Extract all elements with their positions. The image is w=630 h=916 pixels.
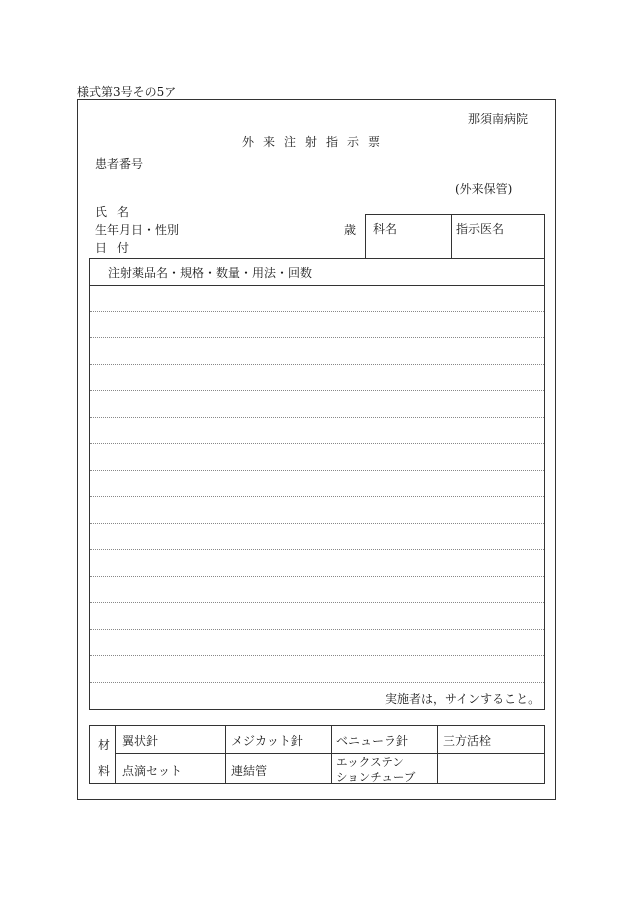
material-item: 連結管 <box>231 764 268 778</box>
material-item: 三方活栓 <box>443 734 492 748</box>
rx-line <box>90 655 544 656</box>
rx-line <box>90 470 544 471</box>
materials-label-bottom: 料 <box>98 764 111 778</box>
rx-line <box>90 364 544 365</box>
rx-line <box>90 682 544 683</box>
dob-sex-label: 生年月日・性別 <box>95 223 180 237</box>
rx-line <box>90 443 544 444</box>
rx-line <box>90 549 544 550</box>
material-item: エックステン <box>336 755 404 769</box>
prescription-header: 注射薬品名・規格・数量・用法・回数 <box>108 266 313 280</box>
storage-note: (外来保管) <box>455 182 513 196</box>
prescription-header-divider <box>89 285 545 286</box>
material-item: ションチューブ <box>336 770 416 784</box>
name-label: 氏名 <box>95 205 140 219</box>
rx-line <box>90 629 544 630</box>
date-label: 日付 <box>95 241 140 255</box>
material-item: ベニューラ針 <box>336 734 409 748</box>
form-title: 外来注射指示票 <box>242 135 390 149</box>
age-unit: 歳 <box>344 223 357 237</box>
sign-note: 実施者は，サインすること。 <box>385 692 541 706</box>
materials-col-divider <box>225 725 226 784</box>
materials-col-divider <box>331 725 332 784</box>
patient-number-label: 患者番号 <box>95 157 144 171</box>
material-item: 翼状針 <box>122 734 159 748</box>
rx-line <box>90 417 544 418</box>
materials-col-divider <box>115 725 116 784</box>
materials-row-divider <box>115 753 545 754</box>
material-item: メジカット針 <box>231 734 303 748</box>
doctor-label: 指示医名 <box>456 222 505 236</box>
rx-line <box>90 602 544 603</box>
rx-line <box>90 311 544 312</box>
materials-label-top: 材 <box>98 738 111 752</box>
form-number: 様式第3号その5ア <box>77 85 177 99</box>
hospital-name: 那須南病院 <box>468 112 529 126</box>
materials-col-divider <box>437 725 438 784</box>
rx-line <box>90 523 544 524</box>
department-label: 科名 <box>373 222 398 236</box>
rx-line <box>90 337 544 338</box>
rx-line <box>90 496 544 497</box>
rx-line <box>90 576 544 577</box>
rx-line <box>90 390 544 391</box>
material-item: 点滴セット <box>122 764 183 778</box>
prescription-box <box>89 258 545 710</box>
